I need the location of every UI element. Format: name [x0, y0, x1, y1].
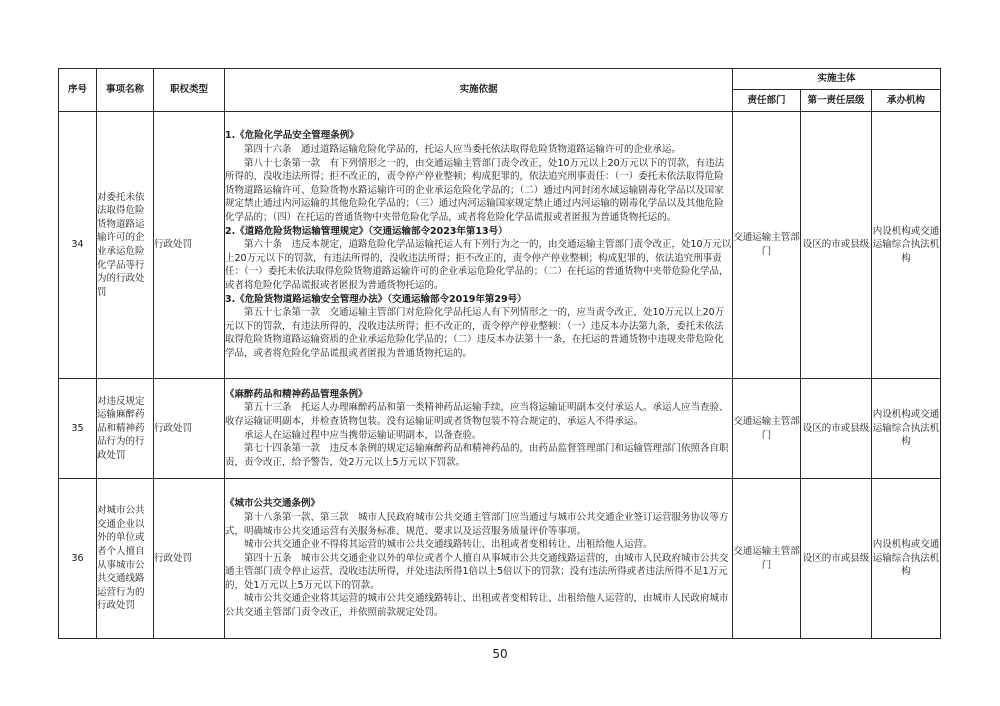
- responsible-dept: 交通运输主管部门: [733, 112, 801, 379]
- table-row: [59, 379, 941, 479]
- basis-paragraph: 承运人在运输过程中应当携带运输证明副本，以备查验。: [244, 429, 482, 441]
- handling-org: 内设机构或交通运输综合执法机构: [872, 479, 941, 639]
- responsible-dept: 交通运输主管部门: [733, 479, 801, 639]
- basis-cell: [225, 112, 733, 379]
- header-name: 事项名称: [97, 69, 154, 112]
- handling-org: 内设机构或交通运输综合执法机构: [872, 379, 941, 479]
- authority-type: 行政处罚: [154, 112, 225, 379]
- table-row: [59, 112, 941, 379]
- header-dept: 责任部门: [733, 90, 801, 112]
- header-level: 第一责任层级: [801, 90, 872, 112]
- handling-org: 内设机构或交通运输综合执法机构: [872, 112, 941, 379]
- law-title: 1.《危险化学品安全管理条例》: [225, 130, 359, 142]
- row-number: 35: [59, 379, 97, 479]
- basis-paragraph: 第八十七条第一款 有下列情形之一的，由交通运输主管部门责令改正，处10万元以上20万元以下的罚款，有违法所得的，没收违法所得；拒不改正的，责令停产停业整顿；构成犯罪的，依法追究刑事责任：（一）委托未依法取得危险货物道路运输许可、危险货物水路运输许可的企业承运危险化学品的；（二）通过内河封闭水域运输剧毒化学品以及国家规定禁止通过内河运输的其他危险化学品的；（三）通过内河运输国家规定禁止通过内河运输的剧毒化学品以及其他危险化学品的；（四）在托运的普通货物中夹带危险化学品，或者将危险化学品谎报或者匿报为普通货物托运的。: [225, 157, 725, 224]
- table-body: [59, 112, 941, 639]
- basis-paragraph: 第七十四条第一款 违反本条例的规定运输麻醉药品和精神药品的，由药品监督管理部门和运输管理部门依照各自职责，责令改正，给予警告，处2万元以上5万元以下罚款。: [225, 443, 729, 468]
- authority-table: [58, 68, 941, 639]
- basis-paragraph: 城市公共交通企业将其运营的城市公共交通线路转让、出租或者变相转让、出租给他人运营的，由城市人民政府城市公共交通主管部门责令改正，并依照前款规定处罚。: [225, 593, 729, 619]
- basis-paragraph: 第四十五条 城市公共交通企业以外的单位或者个人擅自从事城市公共交通线路运营的，由城市人民政府城市公共交通主管部门责令停止运营，没收违法所得，并处违法所得1倍以上5倍以下的罚款；没有违法所得或者违法所得不足1万元的，处1万元以上5万元以下的罚款。: [225, 552, 729, 591]
- header-type: 职权类型: [154, 69, 225, 112]
- header-subject: 实施主体: [733, 69, 941, 90]
- authority-type: 行政处罚: [154, 479, 225, 639]
- page-number: 50: [492, 647, 508, 661]
- header-basis: 实施依据: [225, 69, 733, 112]
- law-title: 2.《道路危险货物运输管理规定》（交通运输部令2023年第13号）: [225, 225, 508, 237]
- law-title: 《城市公共交通条例》: [225, 498, 321, 510]
- basis-paragraph: 第五十七条第一款 交通运输主管部门对危险化学品托运人有下列情形之一的，应当责令改正，处10万元以上20万元以下的罚款，有违法所得的，没收违法所得；拒不改正的，责令停产停业整顿：（一）违反本办法第九条，委托未依法取得危险货物道路运输资质的企业承运危险化学品的；（二）违反本办法第十一条，在托运的普通货物中违规夹带危险化学品，或者将危险化学品谎报或者匿报为普通货物托运的。: [225, 307, 725, 359]
- first-level: 设区的市或县级: [801, 379, 872, 479]
- basis-cell: [225, 479, 733, 639]
- basis-cell: [225, 379, 733, 479]
- basis-paragraph: 第十八条第一款、第三款 城市人民政府城市公共交通主管部门应当通过与城市公共交通企业签订运营服务协议等方式，明确城市公共交通运营有关服务标准、规范、要求以及运营服务质量评价等事项。: [225, 511, 729, 537]
- first-level: 设区的市或县级: [801, 112, 872, 379]
- header-org: 承办机构: [872, 90, 941, 112]
- row-number: 34: [59, 112, 97, 379]
- responsible-dept: 交通运输主管部门: [733, 379, 801, 479]
- item-name: 对违反规定运输麻醉药品和精神药品行为的行政处罚: [97, 379, 154, 479]
- basis-paragraph: 第五十三条 托运人办理麻醉药品和第一类精神药品运输手续，应当将运输证明副本交付承运人。承运人应当查验、收存运输证明副本，并检查货物包装。没有运输证明或者货物包装不符合规定的，承运人不得承运。: [225, 402, 729, 427]
- item-name: 对委托未依法取得危险货物道路运输许可的企业承运危险化学品等行为的行政处罚: [97, 112, 154, 379]
- first-level: 设区的市或县级: [801, 479, 872, 639]
- table-row: [59, 479, 941, 639]
- item-name: 对城市公共交通企业以外的单位或者个人擅自从事城市公共交通线路运营行为的行政处罚: [97, 479, 154, 639]
- law-title: 3.《危险货物道路运输安全管理办法》（交通运输部令2019年第29号）: [225, 293, 527, 305]
- basis-paragraph: 第六十条 违反本规定，道路危险化学品运输托运人有下列行为之一的，由交通运输主管部门责令改正，处10万元以上20万元以下的罚款，有违法所得的，没收违法所得；拒不改正的，责令停产停业整顿；构成犯罪的，依法追究刑事责任：（一）委托未依法取得危险货物道路运输许可的企业承运危险化学品的；（二）在托运的普通货物中夹带危险化学品，或者将危险化学品谎报或者匿报为普通货物托运的。: [225, 239, 732, 291]
- row-number: 36: [59, 479, 97, 639]
- header-no: 序号: [59, 69, 97, 112]
- authority-type: 行政处罚: [154, 379, 225, 479]
- basis-paragraph: 城市公共交通企业不得将其运营的城市公共交通线路转让、出租或者变相转让、出租给他人运营。: [244, 539, 653, 551]
- law-title: 《麻醉药品和精神药品管理条例》: [225, 388, 368, 400]
- basis-paragraph: 第四十六条 通过道路运输危险化学品的，托运人应当委托依法取得危险货物道路运输许可的企业承运。: [244, 144, 682, 156]
